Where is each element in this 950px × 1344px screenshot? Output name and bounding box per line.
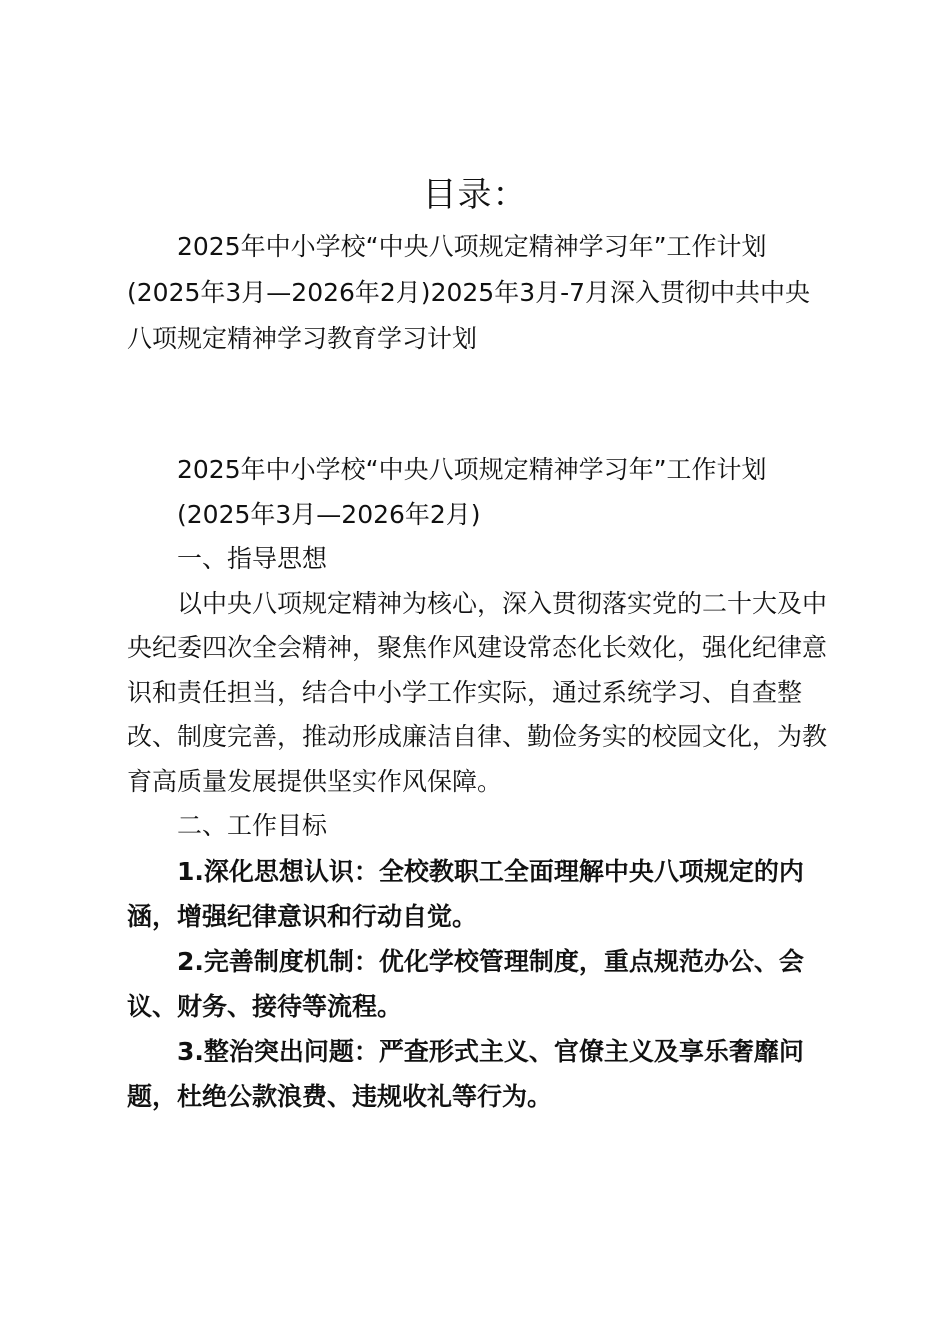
guiding-ideology-paragraph: 以中央八项规定精神为核心，深入贯彻落实党的二十大及中央纪委四次全会精神，聚焦作风建设常态化长效化，强化纪律意识和责任担当，结合中小学工作实际，通过系统学习、自查整改、制度完善，推动形成廉洁自律、勤俭务实的校园文化，为教育高质量发展提供坚实作风保障。 [127,588,828,796]
toc-title: 目录： [422,175,528,215]
work-goal-item: 2.完善制度机制：优化学校管理制度，重点规范办公、会议、财务、接待等流程。 [127,946,804,1021]
document-body [127,448,827,1119]
document-title: 2025年中小学校“中央八项规定精神学习年”工作计划 [177,455,767,484]
toc-entry[interactable]: 2025年中小学校“中央八项规定精神学习年”工作计划(2025年3月—2026年2月)2025年3月-7月深入贯彻中共中央八项规定精神学习教育学习计划 [127,232,811,353]
work-goal-item: 3.整治突出问题：严查形式主义、官僚主义及享乐奢靡问题，杜绝公款浪费、违规收礼等行为。 [127,1036,804,1111]
section-heading-guiding-ideology: 一、指导思想 [177,544,328,573]
document-period: (2025年3月—2026年2月) [177,499,481,529]
section-heading-work-goals: 二、工作目标 [177,811,328,840]
work-goal-item: 1.深化思想认识：全校教职工全面理解中央八项规定的内涵，增强纪律意识和行动自觉。 [127,856,804,931]
